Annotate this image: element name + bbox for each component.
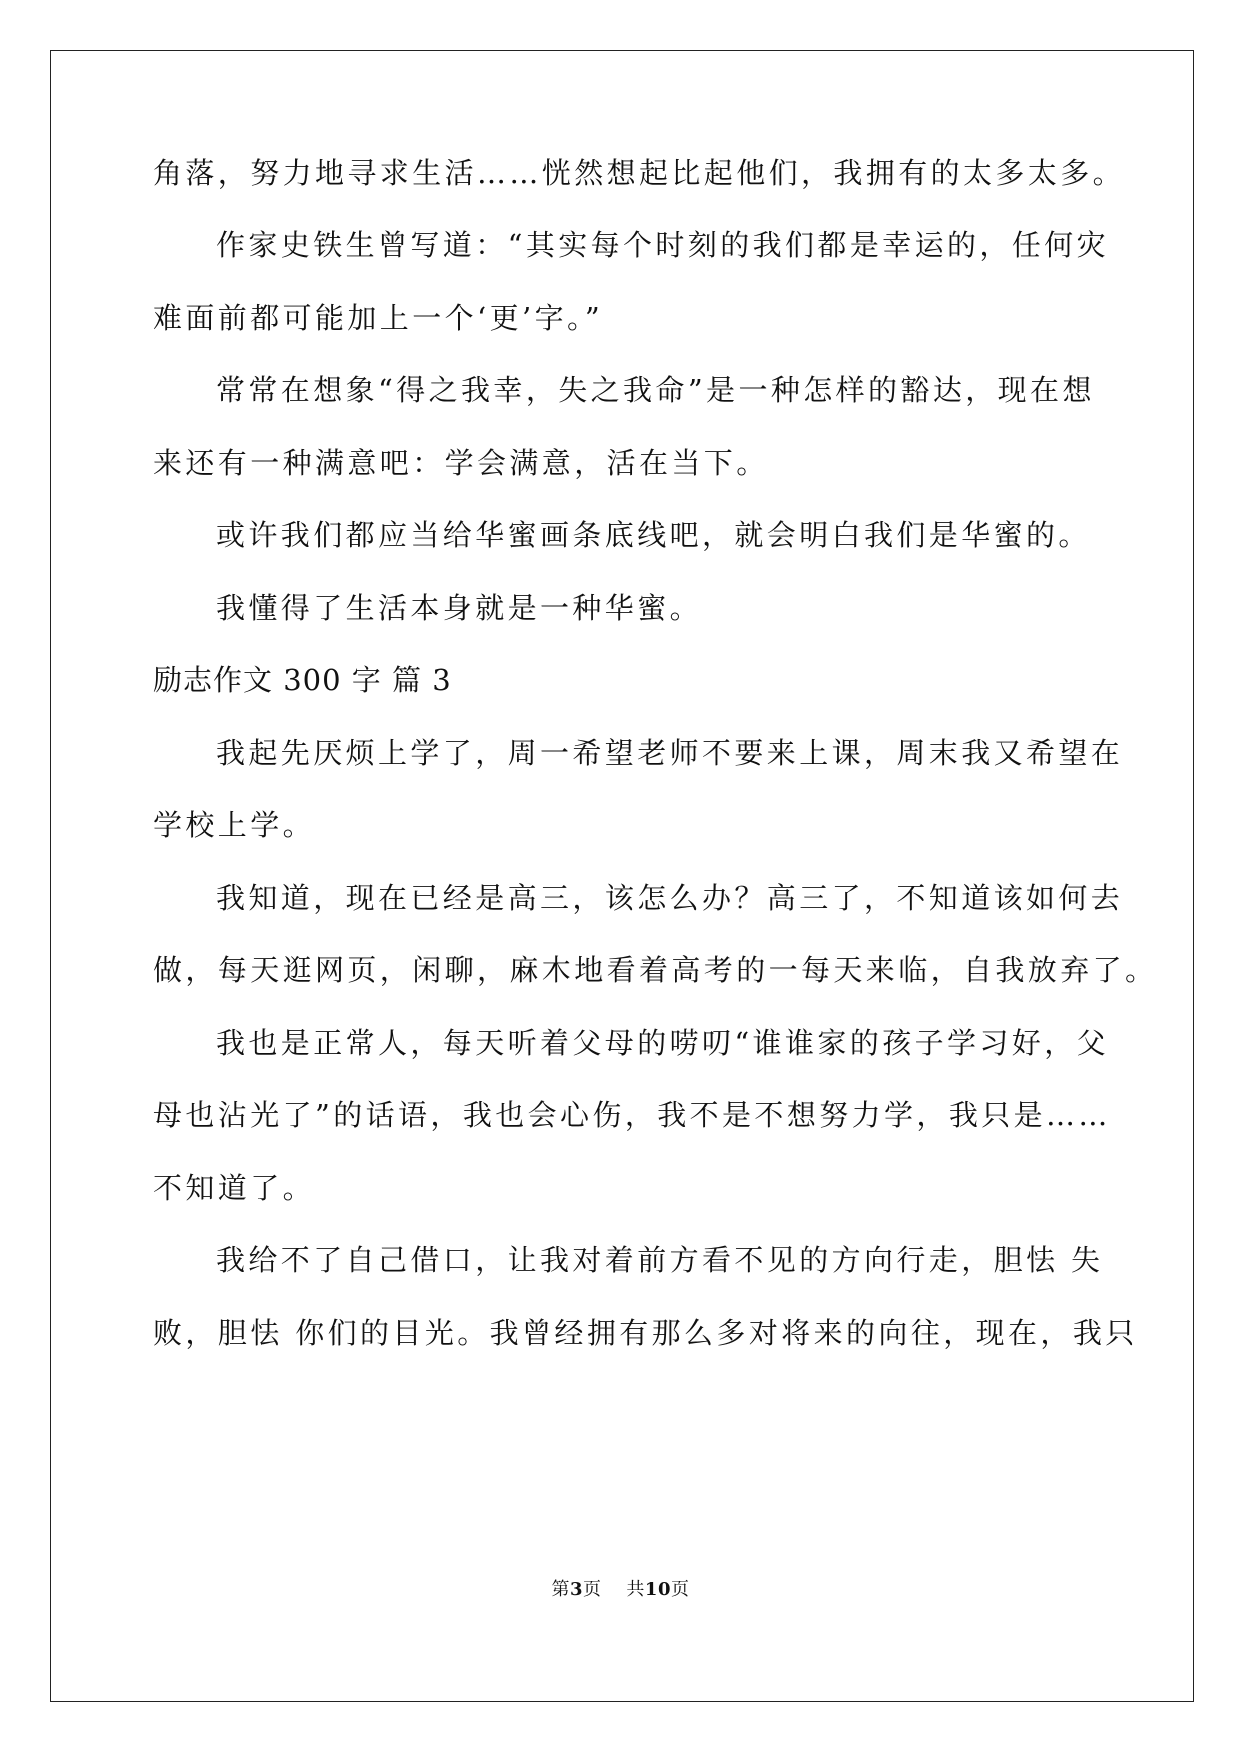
text-line-13: 我也是正常人，每天听着父母的唠叨“谁谁家的孩子学习好，父 [216, 1026, 1110, 1060]
section-heading: 励志作文 300 字 篇 3 [153, 663, 452, 697]
page-number: 3 [570, 1579, 584, 1600]
text-line-3: 难面前都可能加上一个‘更’字。” [153, 301, 604, 335]
total-suffix: 页 [670, 1579, 690, 1600]
text-line-5: 来还有一种满意吧：学会满意，活在当下。 [153, 446, 769, 480]
text-line-7: 我懂得了生活本身就是一种华蜜。 [216, 591, 703, 625]
text-line-16: 我给不了自己借口，让我对着前方看不见的方向行走，胆怯 失 [216, 1243, 1104, 1277]
text-line-15: 不知道了。 [153, 1171, 316, 1205]
text-line-9: 我起先厌烦上学了，周一希望老师不要来上课，周末我又希望在 [216, 736, 1124, 770]
total-prefix: 共 [626, 1579, 645, 1600]
text-line-17: 败，胆怯 你们的目光。我曾经拥有那么多对将来的向往，现在，我只 [153, 1316, 1138, 1350]
text-line-2: 作家史铁生曾写道：“其实每个时刻的我们都是幸运的，任何灾 [216, 228, 1110, 262]
text-line-1: 角落，努力地寻求生活……恍然想起比起他们，我拥有的太多太多。 [153, 156, 1126, 190]
page-suffix: 页 [583, 1579, 602, 1600]
text-line-10: 学校上学。 [153, 808, 316, 842]
text-line-11: 我知道，现在已经是高三，该怎么办？高三了，不知道该如何去 [216, 881, 1124, 915]
text-line-12: 做，每天逛网页，闲聊，麻木地看着高考的一每天来临，自我放弃了。 [153, 953, 1158, 987]
total-pages: 10 [644, 1579, 671, 1600]
page-footer [0, 1578, 1241, 1602]
text-line-6: 或许我们都应当给华蜜画条底线吧，就会明白我们是华蜜的。 [216, 518, 1091, 552]
page-prefix: 第 [551, 1579, 570, 1600]
text-line-4: 常常在想象“得之我幸，失之我命”是一种怎样的豁达，现在想 [216, 373, 1095, 407]
text-line-14: 母也沾光了”的话语，我也会心伤，我不是不想努力学，我只是…… [153, 1098, 1111, 1132]
